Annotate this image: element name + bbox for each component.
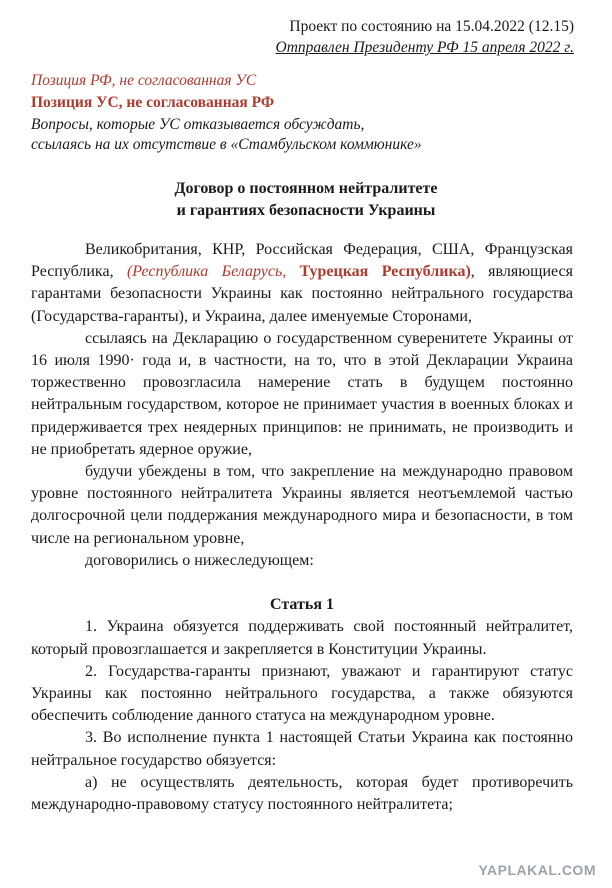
document-title-line2: и гарантиях безопасности Украины <box>176 202 436 219</box>
draft-status-line: Проект по состоянию на 15.04.2022 (12.15) <box>289 18 574 35</box>
site-watermark: YAPLAKAL.COM <box>478 862 596 878</box>
document-title-line1: Договор о постоянном нейтралитете <box>174 180 438 197</box>
article-1-point-3a: а) не осуществлять деятельность, которая будет противоречить международно-правовому статусу постоянного нейтралитета; <box>31 773 573 814</box>
document-body <box>31 239 573 816</box>
article-1-point-1: 1. Украина обязуется поддерживать свой постоянный нейтралитет, который провозглашается и закрепляется в Конституции Украины. <box>31 618 573 658</box>
article-1-point-3: 3. Во исполнение пункта 1 настоящей Статьи Украина как постоянно нейтральное государство обязуется: <box>31 729 573 769</box>
belarus-bracket: (Республика Беларусь, <box>126 263 300 281</box>
legend-ukraine-position: Позиция УС, не согласованная РФ <box>31 94 275 111</box>
preamble-parties-paragraph <box>31 239 573 328</box>
turkey-bracket: Турецкая Республика) <box>299 263 471 281</box>
legend-russia-position: Позиция РФ, не согласованная УС <box>31 72 257 89</box>
preamble-declaration-paragraph: ссылаясь на Декларацию о государственном суверенитете Украины от 16 июля 1990· года и, в частности, на то, что в этой Декларации Украина торжественно провозгласила намерение стать в будущем постоянно нейтральным государством, которое не принимает участия в военных блоках и придерживается трех неядерных принципов: не принимать, не производить и не приобретать ядерное оружие, <box>31 329 573 458</box>
legend-refused-questions-line1: Вопросы, которые УС отказывается обсуждать, <box>31 116 365 133</box>
parties-list: Великобритания, КНР, Российская Федерация, США, Французская Республика, <box>31 241 573 281</box>
article-1-heading: Статья 1 <box>270 596 334 614</box>
preamble-conviction-paragraph: будучи убеждены в том, что закрепление на международно правовом уровне постоянного нейтралитета Украины является неотъемлемой частью долгосрочной цели поддержания международного мира и безопасности, в том числе на региональном уровне, <box>31 463 573 547</box>
parties-tail: , являющиеся гарантами безопасности Украины как постоянно нейтрального государства (Государства-гаранты), и Украина, далее именуемые Сторонами, <box>31 263 573 325</box>
legend-refused-questions-line2: ссылаясь на их отсутствие в «Стамбульском коммюнике» <box>31 136 422 153</box>
preamble-agreed-paragraph: договорились о нижеследующем: <box>85 551 314 569</box>
sent-to-president-line: Отправлен Президенту РФ 15 апреля 2022 г. <box>275 39 574 56</box>
article-1-point-2: 2. Государства-гаранты признают, уважают и гарантируют статус Украины как постоянно нейтрального государства, а также обязуются обеспечить соблюдение данного статуса на международном уровне. <box>31 662 573 725</box>
